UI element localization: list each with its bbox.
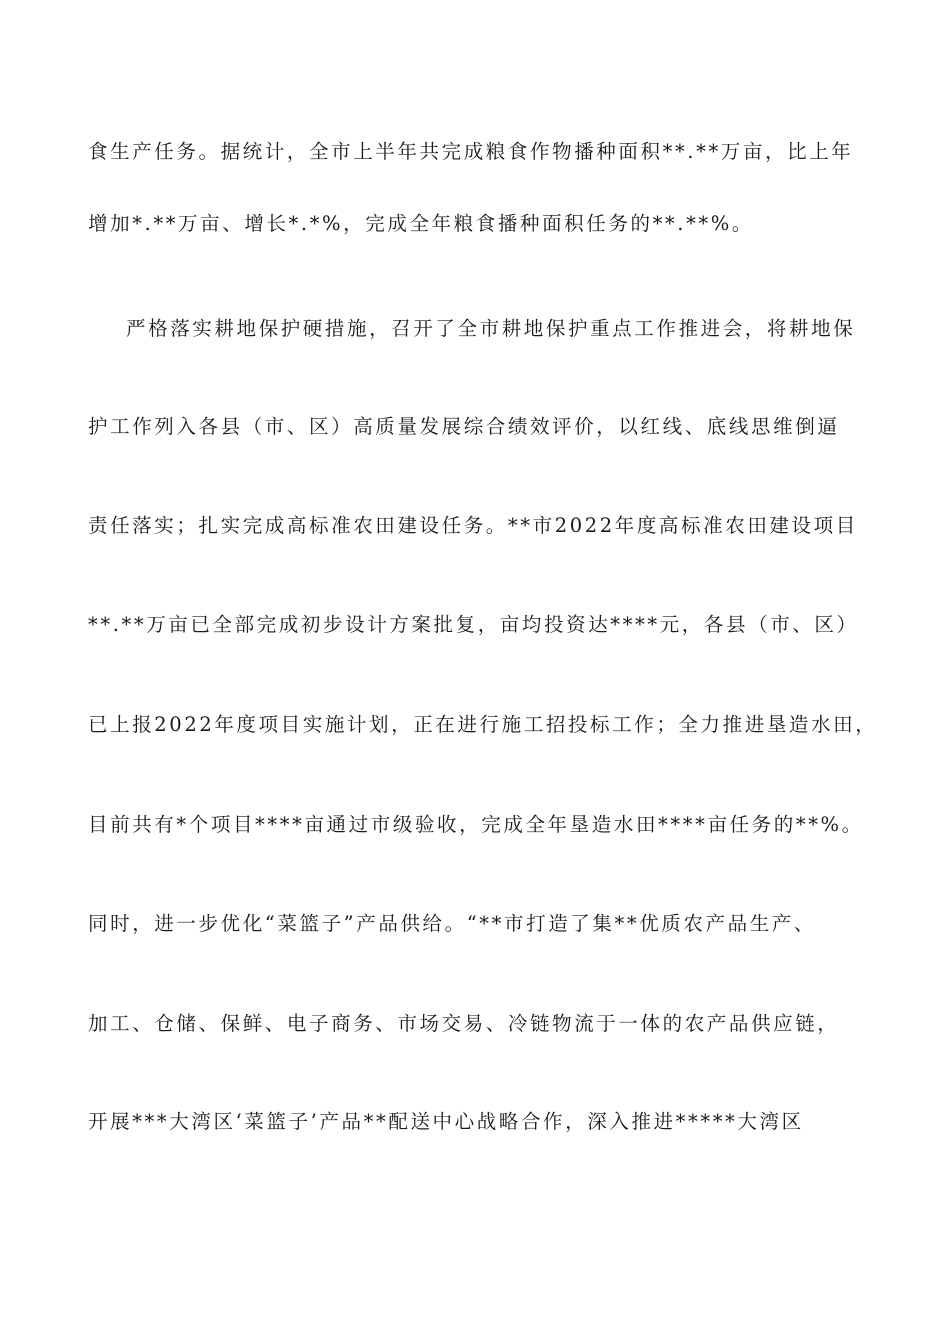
text-line-11: 开展***大湾区‘菜篮子’产品**配送中心战略合作，深入推进*****大湾区 xyxy=(88,1110,804,1133)
text-line-2: 增加*.**万亩、增长*.*%，完成全年粮食播种面积任务的**.**%。 xyxy=(88,212,755,235)
text-line-8: 目前共有*个项目****亩通过市级验收，完成全年垦造水田****亩任务的**%。 xyxy=(88,813,864,836)
text-line-7: 已上报2022年度项目实施计划，正在进行施工招投标工作；全力推进垦造水田， xyxy=(88,713,878,736)
text-line-10: 加工、仓储、保鲜、电子商务、市场交易、冷链物流于一体的农产品供应链， xyxy=(88,1012,840,1035)
paragraph-start-line: 严格落实耕地保护硬措施，召开了全市耕地保护重点工作推进会，将耕地保 xyxy=(126,317,856,340)
text-line-9: 同时，进一步优化“菜篮子”产品供给。“**市打造了集**优质农产品生产、 xyxy=(88,912,817,935)
text-line-5: 责任落实；扎实完成高标准农田建设任务。**市2022年度高标准农田建设项目 xyxy=(88,514,858,537)
text-line-1: 食生产任务。据统计，全市上半年共完成粮食作物播种面积**.**万亩，比上年 xyxy=(88,140,854,163)
text-line-4: 护工作列入各县（市、区）高质量发展综合绩效评价，以红线、底线思维倒逼 xyxy=(88,415,840,438)
text-line-6: **.**万亩已全部完成初步设计方案批复，亩均投资达****元，各县（市、区） xyxy=(88,613,859,636)
